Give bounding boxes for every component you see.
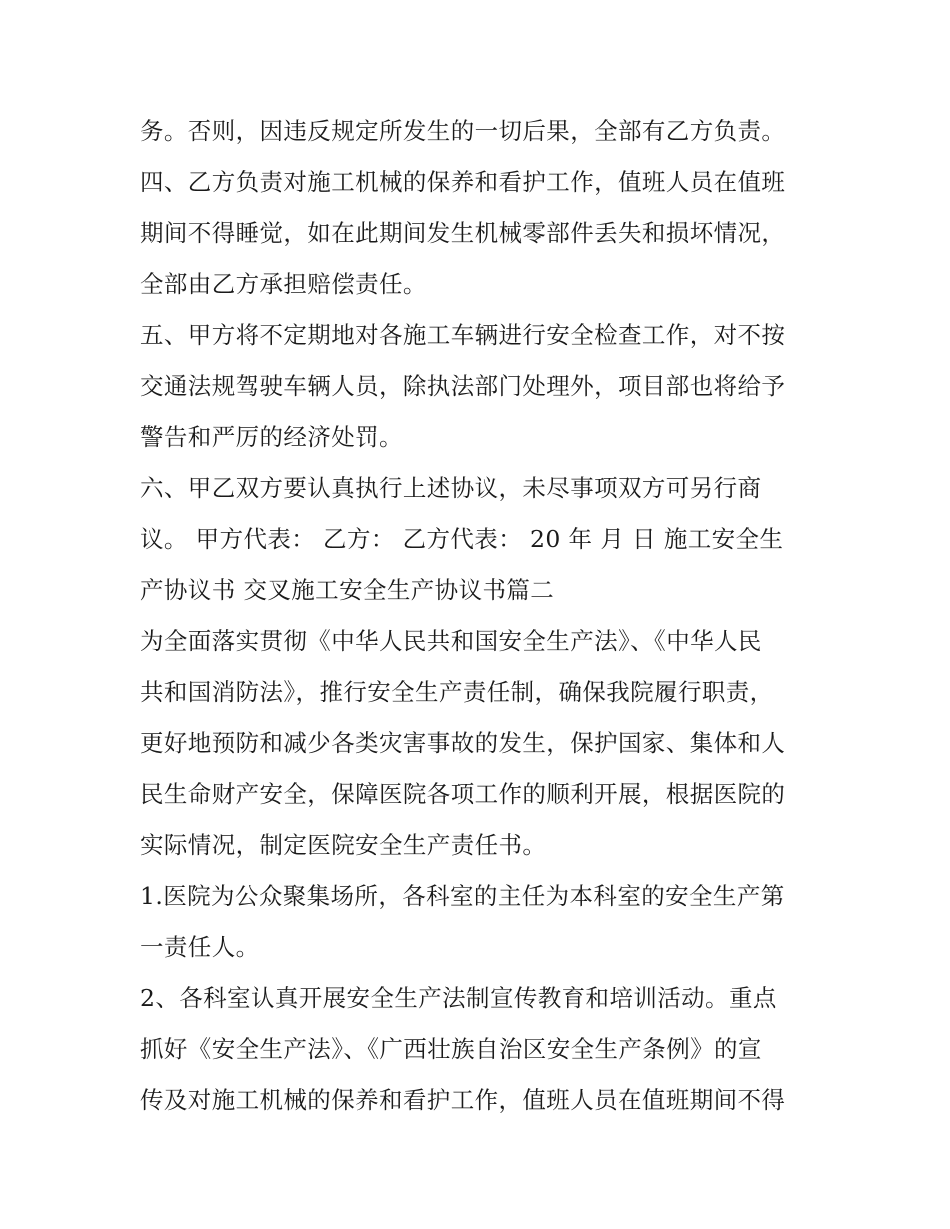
- text-line: 四、乙方负责对施工机械的保养和看护工作，值班人员在值班: [140, 168, 786, 196]
- text-line: 传及对施工机械的保养和看护工作，值班人员在值班期间不得: [140, 1086, 786, 1114]
- text-line: 期间不得睡觉，如在此期间发生机械零部件丢失和损坏情况，: [140, 219, 786, 247]
- document-body: [140, 106, 820, 1126]
- text-line: 警告和严厉的经济处罚。: [140, 423, 403, 451]
- text-line: 议。 甲方代表： 乙方： 乙方代表： 20 年 月 日 施工安全生: [140, 525, 784, 553]
- text-line: 共和国消防法》，推行安全生产责任制，确保我院履行职责，: [140, 678, 774, 706]
- text-line: 一责任人。: [140, 933, 260, 961]
- text-line: 抓好《安全生产法》、《广西壮族自治区安全生产条例》的宣: [140, 1035, 762, 1063]
- text-line: 实际情况，制定医院安全生产责任书。: [140, 831, 547, 859]
- text-line: 1.医院为公众聚集场所，各科室的主任为本科室的安全生产第: [140, 882, 785, 910]
- text-line: 为全面落实贯彻《中华人民共和国安全生产法》、《中华人民: [140, 627, 762, 655]
- text-line: 全部由乙方承担赔偿责任。: [140, 270, 427, 298]
- text-line: 产协议书 交叉施工安全生产协议书篇二: [140, 576, 555, 604]
- text-line: 务。否则，因违反规定所发生的一切后果，全部有乙方负责。: [140, 117, 786, 145]
- text-line: 六、甲乙双方要认真执行上述协议，未尽事项双方可另行商: [140, 474, 762, 502]
- text-line: 五、甲方将不定期地对各施工车辆进行安全检查工作，对不按: [140, 321, 786, 349]
- text-line: 交通法规驾驶车辆人员，除执法部门处理外，项目部也将给予: [140, 372, 786, 400]
- text-line: 民生命财产安全，保障医院各项工作的顺利开展，根据医院的: [140, 780, 786, 808]
- text-line: 2、各科室认真开展安全生产法制宣传教育和培训活动。重点: [140, 984, 777, 1012]
- text-line: 更好地预防和减少各类灾害事故的发生，保护国家、集体和人: [140, 729, 786, 757]
